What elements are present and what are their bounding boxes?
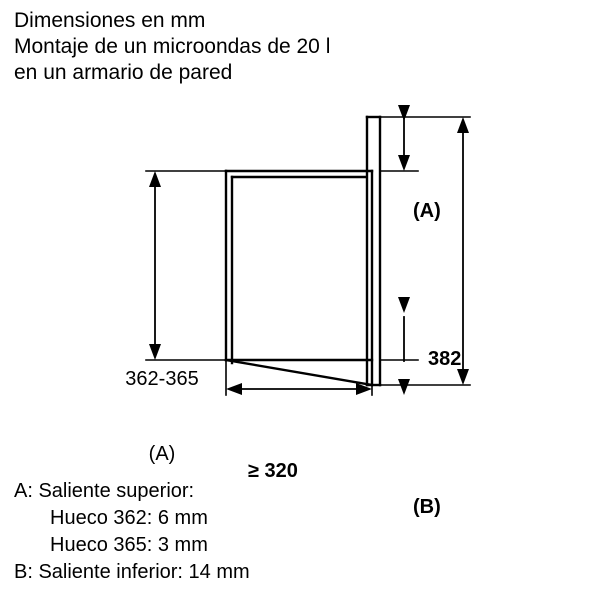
legend-a-item-1: Hueco 362: 6 mm [50,507,208,529]
arrow-top-projection-down [398,155,410,171]
arrow-bottom-projection-down [398,379,410,395]
arrow-height-up [149,171,161,187]
title-line-3: en un armario de pared [14,61,233,84]
callout-label-b: (B) [413,496,441,518]
title-line-2: Montaje de un microondas de 20 l [14,35,331,58]
title-line-1: Dimensiones en mm [14,9,206,32]
legend-b-title: B: Saliente inferior: 14 mm [14,561,250,583]
arrow-depth-up [457,117,469,133]
dimension-value-height: 362-365 [125,368,199,390]
legend-a-title: A: Saliente superior: [14,480,195,502]
legend-a-item-2: Hueco 365: 3 mm [50,534,208,556]
dimension-label-width: ≥ 320 [248,460,298,482]
arrow-top-projection-up [398,105,410,121]
callout-label-a: (A) [413,200,441,222]
page-title [14,8,574,86]
drawing-canvas [0,95,600,455]
appliance-bottom-slant [226,360,372,385]
arrow-width-left [226,383,242,395]
legend [14,478,584,586]
dimension-callout-height: (A) [148,443,176,465]
arrow-bottom-projection-up [398,297,410,313]
dimension-label-depth: 382 [428,348,462,370]
